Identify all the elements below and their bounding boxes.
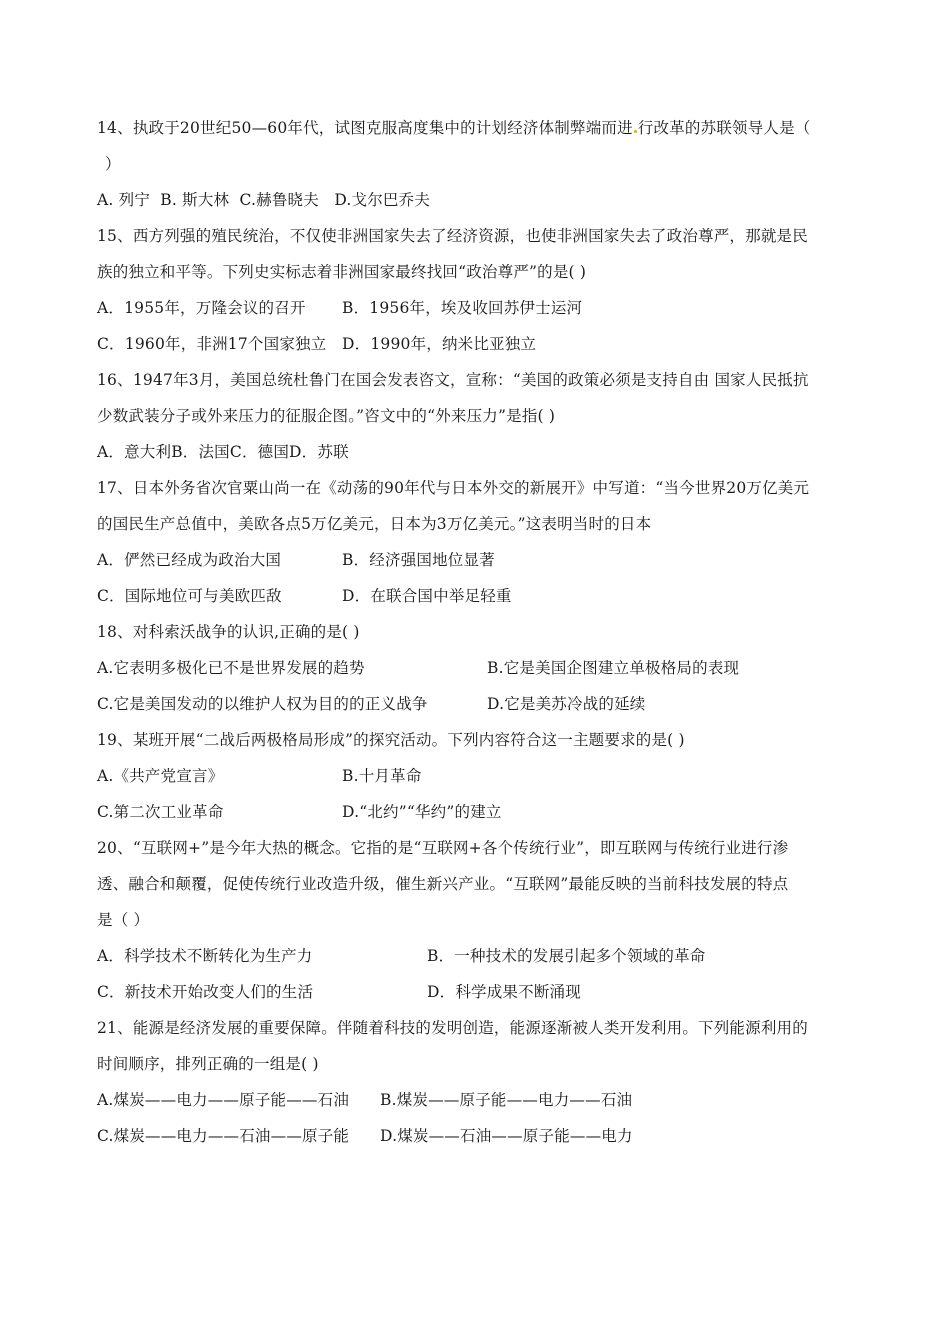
option-b: B．1956年，埃及收回苏伊士运河: [342, 299, 583, 317]
options-row: [97, 442, 867, 462]
option-d: D．在联合国中举足轻重: [342, 587, 512, 605]
options-row: [97, 1126, 867, 1146]
option-d: D.它是美苏冷战的延续: [487, 695, 646, 713]
question-text: 少数武装分子或外来压力的征服企图。”咨文中的“外来压力”是指( ): [97, 407, 556, 425]
options-row: [97, 298, 867, 318]
option-c: C.第二次工业革命: [97, 803, 224, 821]
question-text: 18、对科索沃战争的认识,正确的是( ): [97, 623, 360, 641]
option-a: A．俨然已经成为政治大国: [97, 551, 282, 569]
question-19: [97, 730, 867, 822]
options-row: [97, 982, 867, 1002]
question-text: 16、1947年3月，美国总统杜鲁门在国会发表咨文，宣称：“美国的政策必须是支持自由 国家人民抵抗: [97, 371, 809, 389]
question-text: 21、能源是经济发展的重要保障。伴随着科技的发明创造，能源逐渐被人类开发利用。下列能源利用的: [97, 1019, 808, 1037]
option-d: D.煤炭——石油——原子能——电力: [380, 1127, 633, 1145]
question-text: 17、日本外务省次官粟山尚一在《动荡的90年代与日本外交的新展开》中写道：“当今世界20万亿美元: [97, 479, 810, 497]
question-14: [97, 118, 867, 210]
option-d: D.“北约”“华约”的建立: [342, 803, 502, 821]
options-row: [97, 190, 867, 210]
question-15: [97, 226, 867, 354]
question-18: [97, 622, 867, 714]
option-b: B.煤炭——原子能——电力——石油: [380, 1091, 633, 1109]
options-row: [97, 550, 867, 570]
option-a: A.《共产党宣言》: [97, 767, 224, 785]
question-text: 20、“互联网+”是今年大热的概念。它指的是“互联网+各个传统行业”，即互联网与传统行业进行渗: [97, 839, 789, 857]
options-row: [97, 1090, 867, 1110]
question-20: [97, 838, 867, 1002]
option-c: C．1960年，非洲17个国家独立: [97, 335, 327, 353]
option-b: B.它是美国企图建立单极格局的表现: [487, 659, 740, 677]
option: A. 列宁 B. 斯大林 C.赫鲁晓夫 D.戈尔巴乔夫: [97, 191, 431, 209]
option-a: A．科学技术不断转化为生产力: [97, 947, 313, 965]
option: A．意大利B．法国C．德国D．苏联: [97, 443, 349, 461]
option-b: B．一种技术的发展引起多个领域的革命: [427, 947, 706, 965]
option-c: C．新技术开始改变人们的生活: [97, 983, 314, 1001]
question-text: 时间顺序，排列正确的一组是( ): [97, 1055, 319, 1073]
options-row: [97, 586, 867, 606]
options-row: [97, 694, 867, 714]
question-17: [97, 478, 867, 606]
options-row: [97, 334, 867, 354]
option-c: C.煤炭——电力——石油——原子能: [97, 1127, 350, 1145]
question-text: 族的独立和平等。下列史实标志着非洲国家最终找回“政治尊严”的是( ): [97, 263, 587, 281]
option-c: C．国际地位可与美欧匹敌: [97, 587, 282, 605]
question-text: 15、西方列强的殖民统治，不仅使非洲国家失去了经济资源，也使非洲国家失去了政治尊严，那就是民: [97, 227, 808, 245]
question-16: [97, 370, 867, 462]
question-text: 14、执政于20世纪50—60年代，试图克服高度集中的计划经济体制弊端而进 行改革的苏联领导人是（: [97, 119, 811, 137]
options-row: [97, 802, 867, 822]
option-a: A．1955年，万隆会议的召开: [97, 299, 306, 317]
question-text: ）: [105, 155, 121, 173]
option-c: C.它是美国发动的以维护人权为目的的正义战争: [97, 695, 428, 713]
question-text: 19、某班开展“二战后两极格局形成”的探究活动。下列内容符合这一主题要求的是( ): [97, 731, 685, 749]
option-d: D．1990年，纳米比亚独立: [342, 335, 537, 353]
option-a: A.煤炭——电力——原子能——石油: [97, 1091, 350, 1109]
exam-page: [97, 118, 867, 1146]
question-text: 是（ ）: [97, 911, 150, 929]
options-row: [97, 946, 867, 966]
question-text: 的国民生产总值中，美欧各点5万亿美元，日本为3万亿美元。”这表明当时的日本: [97, 515, 652, 533]
options-row: [97, 766, 867, 786]
option-b: B.十月革命: [342, 767, 422, 785]
option-a: A.它表明多极化已不是世界发展的趋势: [97, 659, 365, 677]
options-row: [97, 658, 867, 678]
option-b: B．经济强国地位显著: [342, 551, 495, 569]
question-text: 透、融合和颠覆，促使传统行业改造升级，催生新兴产业。“互联网”最能反映的当前科技发展的特点: [97, 875, 789, 893]
option-d: D．科学成果不断涌现: [427, 983, 581, 1001]
question-21: [97, 1018, 867, 1146]
stray-mark: [634, 130, 637, 133]
